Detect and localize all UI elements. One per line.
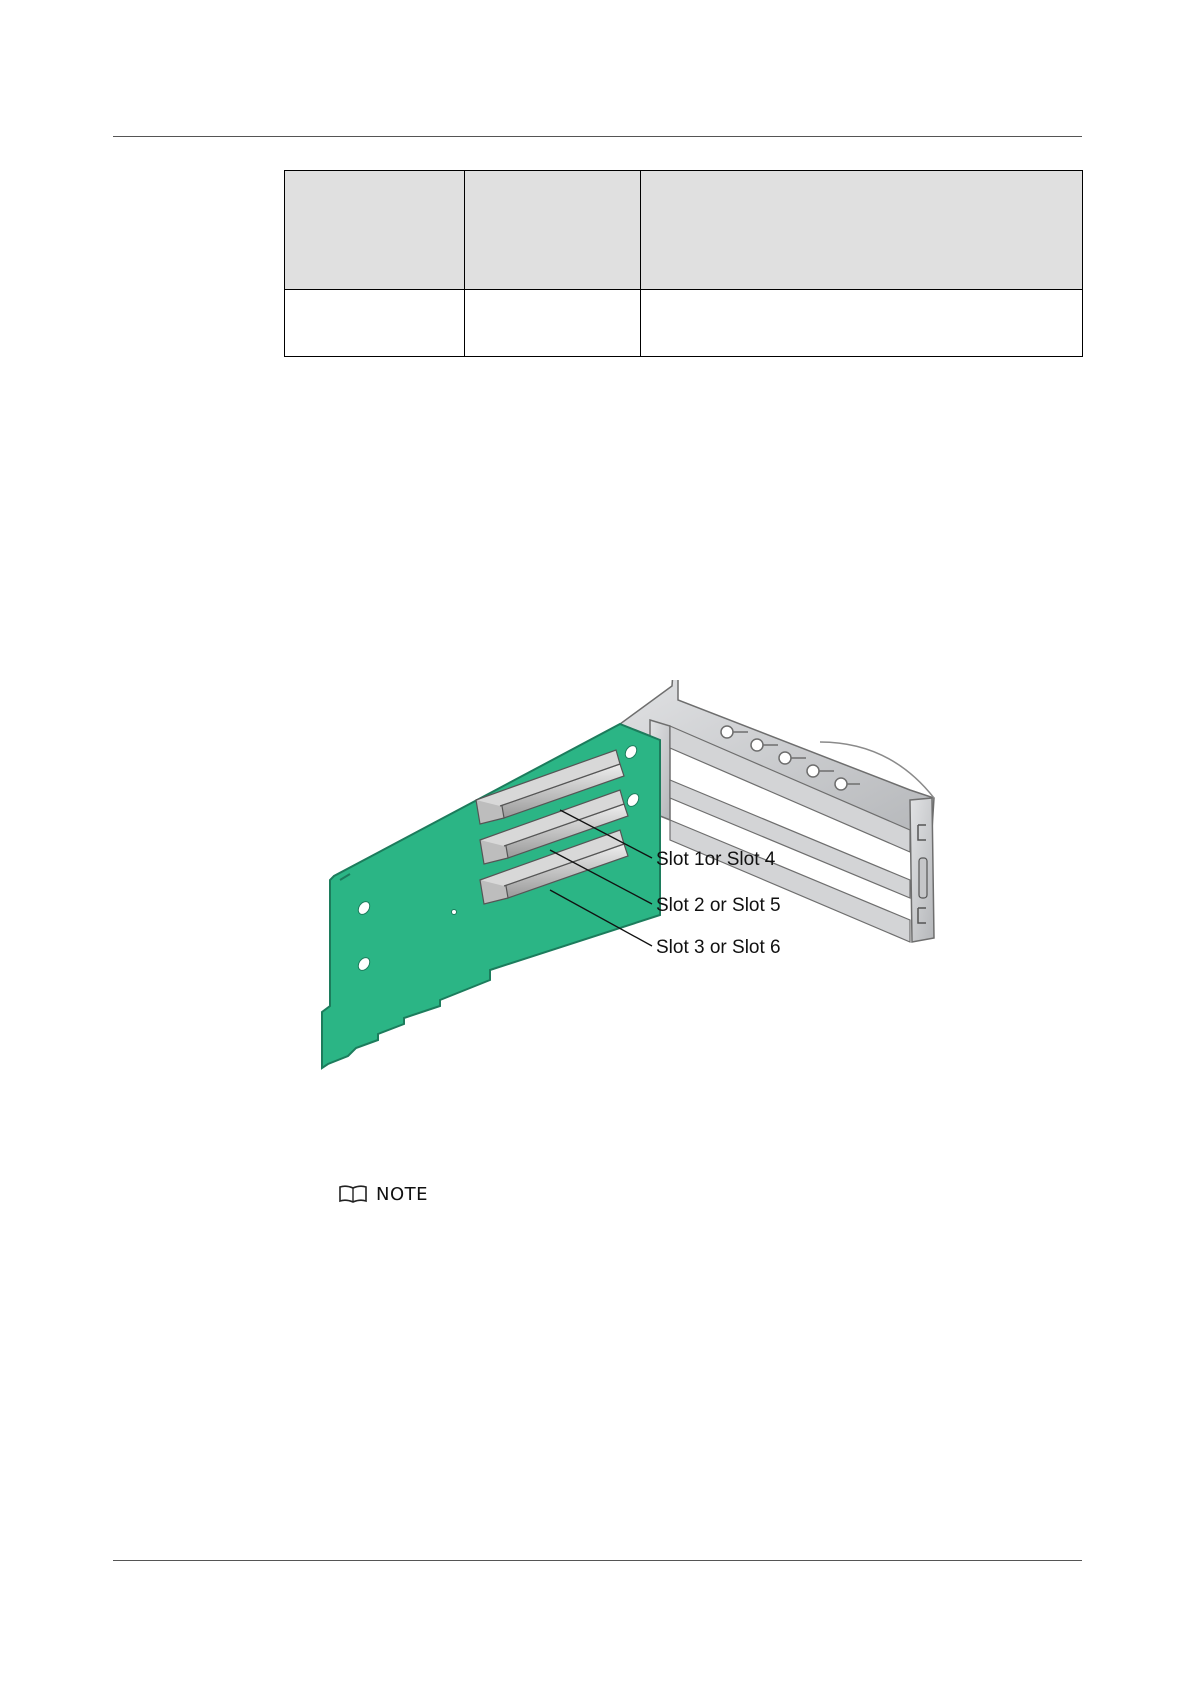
header-cell <box>641 171 1083 290</box>
note-label: NOTE <box>376 1183 429 1205</box>
spec-table <box>284 170 1083 357</box>
callout-slot-3-6: Slot 3 or Slot 6 <box>656 937 781 958</box>
header-rule <box>113 136 1082 137</box>
footer-rule <box>113 1560 1082 1561</box>
header-cell <box>285 171 465 290</box>
table-cell <box>285 290 465 357</box>
riser-card-illustration <box>320 680 960 1080</box>
riser-card-figure <box>320 680 960 1080</box>
callout-slot-1-4: Slot 1or Slot 4 <box>656 849 776 870</box>
table-header-row <box>285 171 1083 290</box>
table-cell <box>465 290 641 357</box>
note-heading <box>338 1182 428 1206</box>
header-cell <box>465 171 641 290</box>
table-cell <box>641 290 1083 357</box>
callout-slot-2-5: Slot 2 or Slot 5 <box>656 895 781 916</box>
book-icon <box>338 1184 368 1204</box>
table-row <box>285 290 1083 357</box>
